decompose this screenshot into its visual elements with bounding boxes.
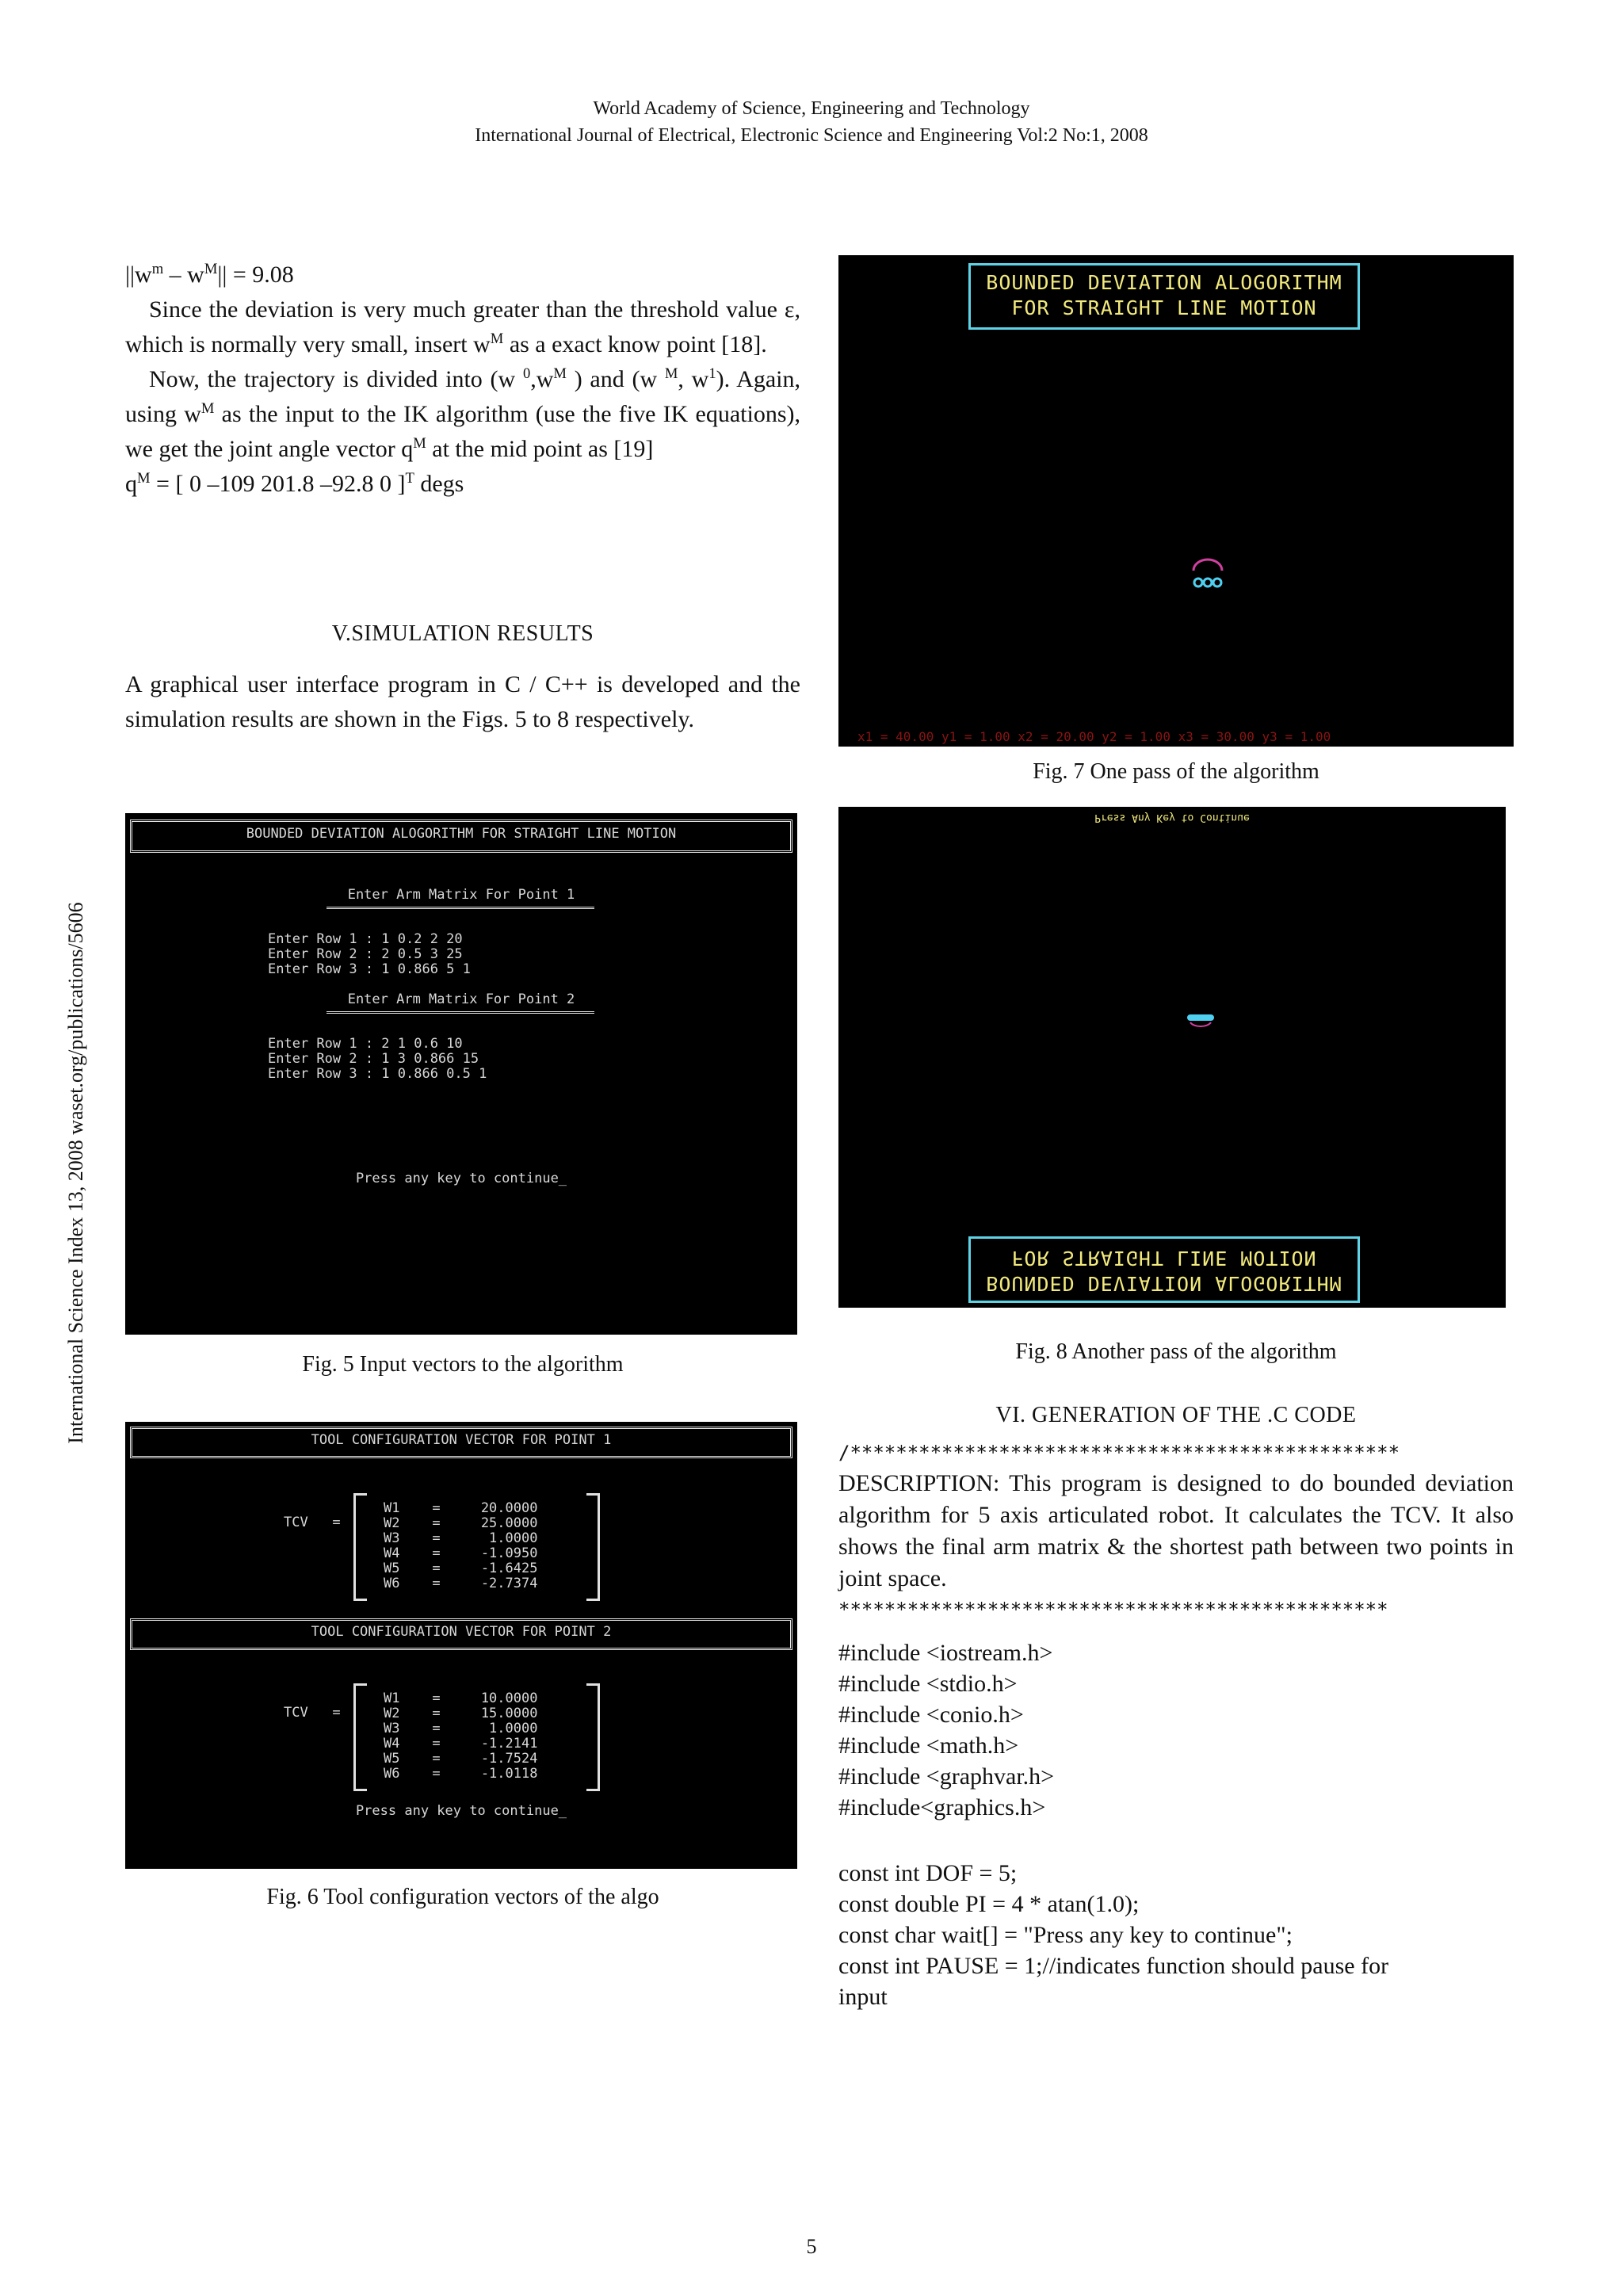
fig5-row-2-1: Enter Row 1 : 2 1 0.6 10 xyxy=(268,1036,463,1052)
fig5-row-2-2: Enter Row 2 : 1 3 0.866 15 xyxy=(268,1051,479,1067)
code-line-include-3: #include <conio.h> xyxy=(838,1702,1024,1728)
fig8-robot-arm-icon xyxy=(838,807,1506,1308)
figure-5-caption: Fig. 5 Input vectors to the algorithm xyxy=(302,1352,624,1377)
fig6-block1-w3: W3 = 1.0000 xyxy=(384,1530,538,1546)
paragraph-trajectory: Now, the trajectory is divided into (w $^0,w^M$ ) and (w $^M$, $w^1$). Again, using $w^M$ as the input to the IK algorithm (use the five IK equations), we get the joint angle vector $q^M$ at the mid point as [19] xyxy=(125,365,800,462)
code-line-include-5: #include <graphvar.h> xyxy=(838,1763,1055,1790)
fig6-block2-w2: W2 = 15.0000 xyxy=(384,1706,538,1721)
fig5-row-1-1: Enter Row 1 : 1 0.2 2 20 xyxy=(268,931,463,947)
fig6-bracket-right-2 xyxy=(586,1683,600,1791)
figure-7-caption: Fig. 7 One pass of the algorithm xyxy=(1033,759,1319,784)
journal-header xyxy=(0,95,1623,149)
figure-7-graphics xyxy=(838,255,1514,747)
fig6-tcv-label-1: TCV = xyxy=(284,1515,341,1530)
code-description: DESCRIPTION: This program is designed to do bounded deviation algorithm for 5 axis articulated robot. It calculates the TCV. It also shows the final arm matrix & the shortest path between two points in joint space. xyxy=(838,1470,1514,1591)
paragraph-simulation: A graphical user interface program in C / C++ is developed and the simulation results are shown in the Figs. 5 to 8 respectively. xyxy=(125,671,800,732)
paragraph-deviation: Since the deviation is very much greater than the threshold value ε, which is normally very small, insert $w^M$ as a exact know point [18]. xyxy=(125,296,800,357)
joint-angle-equation: $q^M$ = [ 0 –109 201.8 –92.8 0 ]$^T$ degs xyxy=(125,470,464,497)
fig6-block2-w6: W6 = -1.0118 xyxy=(384,1766,538,1782)
code-line-include-1: #include <iostream.h> xyxy=(838,1640,1053,1666)
figure-8-caption: Fig. 8 Another pass of the algorithm xyxy=(1015,1339,1337,1364)
fig6-block2-w5: W5 = -1.7524 xyxy=(384,1751,538,1767)
fig7-title-line-2: FOR STRAIGHT LINE MOTION xyxy=(1011,296,1317,319)
code-line-const-3: const char wait[] = "Press any key to continue"; xyxy=(838,1922,1293,1948)
fig6-block2-w1: W1 = 10.0000 xyxy=(384,1690,538,1706)
code-line-include-2: #include <stdio.h> xyxy=(838,1671,1018,1697)
fig6-block2-w4: W4 = -1.2141 xyxy=(384,1736,538,1752)
fig8-title-box xyxy=(968,1236,1360,1303)
fig6-prompt: Press any key to continue_ xyxy=(355,1803,567,1819)
figure-6-terminal xyxy=(125,1422,797,1869)
section-heading-generation: VI. GENERATION OF THE .C CODE xyxy=(995,1403,1357,1427)
code-line-const-4: const int PAUSE = 1;//indicates function should pause for xyxy=(838,1953,1389,1979)
sidebar-publication-text: International Science Index 13, 2008 waset.org/publications/5606 xyxy=(64,902,87,1444)
fig8-title-line-2: BOUNDED DEVIATION ALOGORITHM xyxy=(986,1272,1342,1295)
fig6-bracket-right-1 xyxy=(586,1493,600,1601)
figure-8-graphics xyxy=(838,807,1506,1308)
code-constants xyxy=(838,1858,1388,2012)
fig5-sub-1: Enter Arm Matrix For Point 1 xyxy=(347,887,575,903)
norm-equation: $||w^m - w^M|| = 9.08$ xyxy=(125,261,294,288)
fig5-row-1-3: Enter Row 3 : 1 0.866 5 1 xyxy=(268,961,471,977)
fig6-block2-w3: W3 = 1.0000 xyxy=(384,1721,538,1736)
left-text-block xyxy=(125,258,800,502)
fig5-title: BOUNDED DEVIATION ALOGORITHM FOR STRAIGHT LINE MOTION xyxy=(246,826,677,842)
fig6-block1-w4: W4 = -1.0950 xyxy=(384,1545,538,1561)
code-line-const-2: const double PI = 4 * atan(1.0); xyxy=(838,1891,1140,1917)
figure-5-terminal xyxy=(125,813,797,1335)
fig6-title-2: TOOL CONFIGURATION VECTOR FOR POINT 2 xyxy=(311,1624,612,1640)
code-includes xyxy=(838,1637,1054,1823)
fig5-rule-1 xyxy=(327,907,594,909)
fig8-title-line-1: FOR STRAIGHT LINE MOTION xyxy=(1011,1247,1317,1270)
header-line-2: International Journal of Electrical, Electronic Science and Engineering Vol:2 No:1, 2008 xyxy=(475,125,1148,146)
fig6-block1-w1: W1 = 20.0000 xyxy=(384,1500,538,1516)
fig6-tcv-label-2: TCV = xyxy=(284,1705,341,1721)
fig7-title-line-1: BOUNDED DEVIATION ALOGORITHM xyxy=(986,271,1342,294)
page-number: 5 xyxy=(806,2235,817,2258)
code-stars-top: /************************************************ xyxy=(838,1442,1400,1464)
fig6-bracket-left-2 xyxy=(353,1683,367,1791)
code-line-include-6: #include<graphics.h> xyxy=(838,1794,1046,1820)
fig6-bracket-left-1 xyxy=(353,1493,367,1601)
fig8-top-text: Press Any Key to Continue xyxy=(1094,812,1250,823)
fig6-block1-w2: W2 = 25.0000 xyxy=(384,1515,538,1531)
fig5-rule-2 xyxy=(327,1011,594,1014)
fig6-block1-w6: W6 = -2.7374 xyxy=(384,1576,538,1591)
code-stars-bottom: ************************************************ xyxy=(838,1599,1388,1621)
fig6-block1-w5: W5 = -1.6425 xyxy=(384,1561,538,1576)
fig6-title-1: TOOL CONFIGURATION VECTOR FOR POINT 1 xyxy=(311,1432,612,1448)
header-line-1: World Academy of Science, Engineering and Technology xyxy=(593,98,1030,119)
fig7-robot-arm-icon xyxy=(838,255,1514,747)
fig5-row-1-2: Enter Row 2 : 2 0.5 3 25 xyxy=(268,946,463,962)
code-line-const-5: input xyxy=(838,1984,888,2010)
fig5-row-2-3: Enter Row 3 : 1 0.866 0.5 1 xyxy=(268,1066,487,1082)
fig5-sub-2: Enter Arm Matrix For Point 2 xyxy=(347,991,575,1007)
fig7-status-line: x1 = 40.00 y1 = 1.00 x2 = 20.00 y2 = 1.00 x3 = 30.00 y3 = 1.00 xyxy=(857,729,1331,744)
figure-6-caption: Fig. 6 Tool configuration vectors of the algo xyxy=(266,1885,659,1909)
code-line-include-4: #include <math.h> xyxy=(838,1733,1019,1759)
fig5-prompt: Press any key to continue_ xyxy=(355,1171,567,1186)
section-heading-simulation: V.SIMULATION RESULTS xyxy=(331,621,594,646)
code-line-const-1: const int DOF = 5; xyxy=(838,1860,1018,1886)
